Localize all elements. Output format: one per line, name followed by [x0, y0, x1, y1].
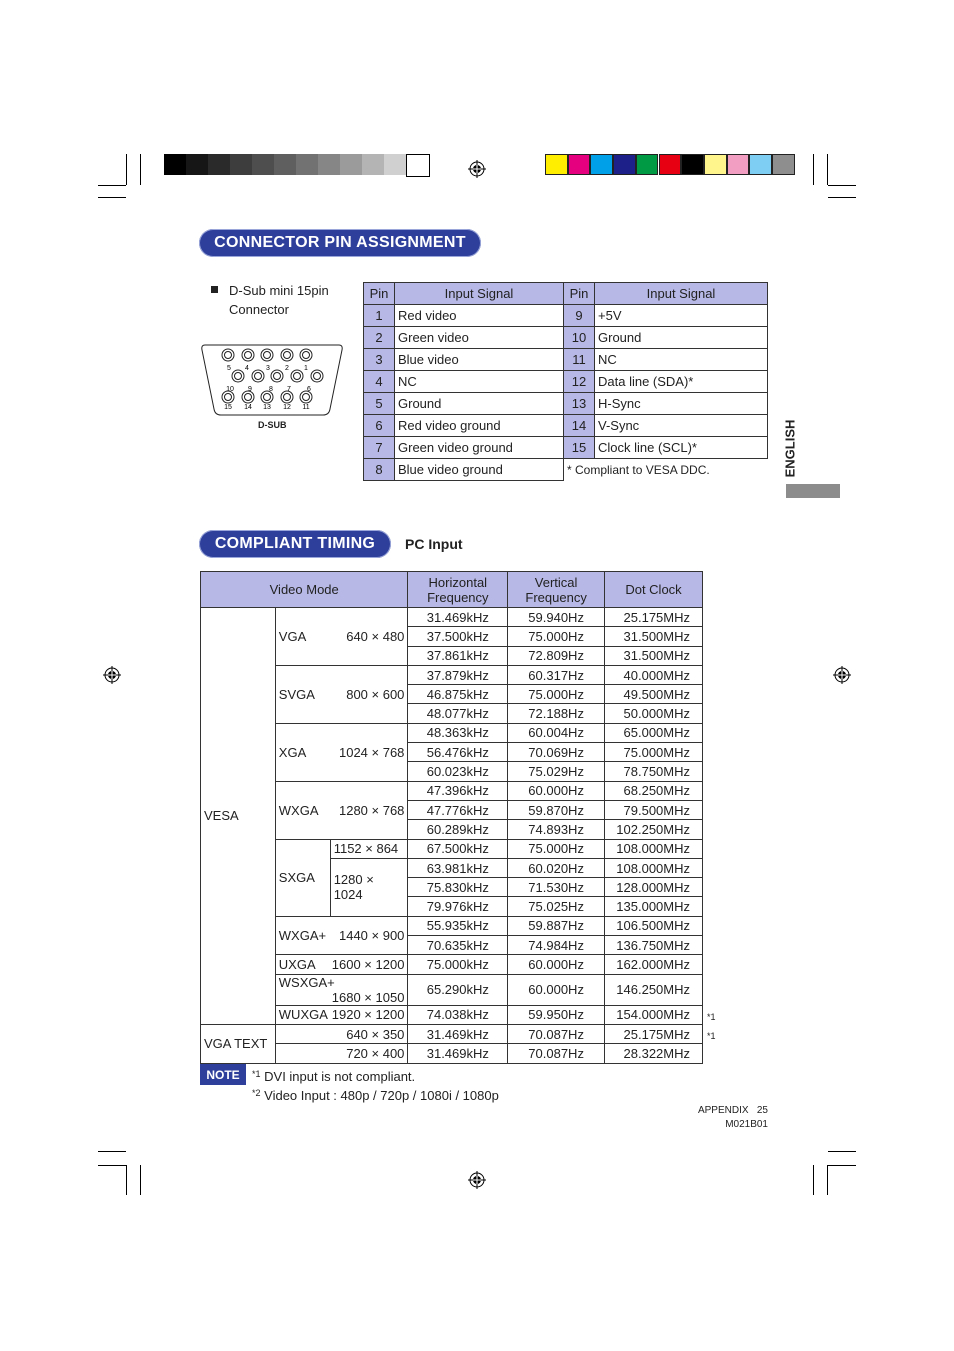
mode-name: WXGA+	[278, 928, 327, 944]
table-row	[364, 371, 768, 393]
vertical-frequency: 75.000Hz	[508, 839, 605, 858]
horizontal-frequency: 63.981kHz	[408, 858, 508, 877]
table-row	[364, 437, 768, 459]
color-swatch	[186, 154, 208, 175]
dot-clock: 31.500MHz	[605, 646, 703, 665]
header-pin: Pin	[364, 283, 395, 305]
dsub-pin-number: 15	[224, 404, 232, 411]
vertical-frequency: 75.025Hz	[508, 897, 605, 916]
horizontal-frequency: 46.875kHz	[408, 685, 508, 704]
dot-clock: 65.000MHz	[605, 723, 703, 742]
table-row	[201, 955, 703, 974]
pin-signal: Blue video	[395, 349, 564, 371]
pin-number: 5	[364, 393, 395, 415]
header-pin: Pin	[564, 283, 595, 305]
mode-name: SXGA	[275, 839, 330, 916]
vertical-frequency: 59.950Hz	[508, 1005, 605, 1024]
color-swatch	[636, 154, 659, 175]
video-mode-cell	[275, 955, 408, 974]
dot-clock: 108.000MHz	[605, 858, 703, 877]
crop-mark	[140, 1165, 141, 1195]
crop-mark	[827, 154, 828, 185]
dsub-pin-number: 8	[269, 386, 273, 393]
vertical-frequency: 60.317Hz	[508, 665, 605, 684]
registration-mark-icon	[103, 666, 121, 684]
dsub-pin-number: 7	[287, 386, 291, 393]
horizontal-frequency: 47.776kHz	[408, 800, 508, 819]
pin-number: 6	[364, 415, 395, 437]
dsub-pin-number: 6	[307, 386, 311, 393]
pin-signal: Green video ground	[395, 437, 564, 459]
mode-name: UXGA	[278, 956, 316, 972]
horizontal-frequency: 60.289kHz	[408, 820, 508, 839]
dot-clock: 108.000MHz	[605, 839, 703, 858]
vertical-frequency: 59.940Hz	[508, 608, 605, 627]
horizontal-frequency: 60.023kHz	[408, 762, 508, 781]
table-row	[201, 723, 703, 742]
horizontal-frequency: 48.077kHz	[408, 704, 508, 723]
dsub-pin-number: 9	[248, 386, 252, 393]
pin-signal: V-Sync	[595, 415, 768, 437]
mode-resolution: 1920 × 1200	[331, 1007, 405, 1023]
horizontal-frequency: 31.469kHz	[408, 608, 508, 627]
table-row	[364, 415, 768, 437]
dsub-pin-number: 5	[227, 365, 231, 372]
mode-resolution: 800 × 600	[346, 686, 405, 702]
pin-signal: Red video ground	[395, 415, 564, 437]
vertical-frequency: 70.069Hz	[508, 743, 605, 762]
dsub-pin-number: 14	[244, 404, 252, 411]
dsub-pin-number: 10	[226, 386, 234, 393]
horizontal-frequency: 31.469kHz	[408, 1044, 508, 1063]
table-row	[201, 916, 703, 935]
crop-mark	[126, 1165, 127, 1195]
mode-resolution: 1152 × 864	[330, 839, 408, 858]
table-row	[364, 305, 768, 327]
video-mode-cell	[275, 916, 408, 955]
pc-input-label: PC Input	[405, 536, 463, 552]
horizontal-frequency: 75.830kHz	[408, 878, 508, 897]
color-swatch	[252, 154, 274, 175]
horizontal-frequency: 48.363kHz	[408, 723, 508, 742]
color-swatch	[296, 154, 318, 175]
vertical-frequency: 60.020Hz	[508, 858, 605, 877]
dsub-pin-number: 1	[304, 365, 308, 372]
pin-signal: Red video	[395, 305, 564, 327]
registration-mark-icon	[833, 666, 851, 684]
color-swatch	[230, 154, 252, 175]
vertical-frequency: 60.000Hz	[508, 974, 605, 1005]
dot-clock: 31.500MHz	[605, 627, 703, 646]
mode-resolution: 1280 × 768	[338, 802, 405, 818]
pin-signal: Ground	[395, 393, 564, 415]
dot-clock: 50.000MHz	[605, 704, 703, 723]
horizontal-frequency: 55.935kHz	[408, 916, 508, 935]
pin-signal: Clock line (SCL)*	[595, 437, 768, 459]
crop-mark	[98, 197, 126, 198]
registration-mark-icon	[468, 160, 486, 178]
note-badge: NOTE	[200, 1064, 246, 1085]
row-note-mark: *1	[707, 1031, 716, 1041]
pin-number: 11	[564, 349, 595, 371]
dot-clock: 49.500MHz	[605, 685, 703, 704]
crop-mark	[827, 1165, 828, 1195]
color-swatch	[340, 154, 362, 175]
page-number: APPENDIX 25	[697, 1105, 768, 1116]
color-swatch	[318, 154, 340, 175]
dot-clock: 128.000MHz	[605, 878, 703, 897]
horizontal-frequency: 65.290kHz	[408, 974, 508, 1005]
color-swatch	[590, 154, 613, 175]
crop-mark	[828, 1165, 856, 1166]
note-text-1: DVI input is not compliant.	[264, 1069, 416, 1084]
mode-resolution: 640 × 350	[275, 1024, 408, 1043]
pin-signal: H-Sync	[595, 393, 768, 415]
pin-signal: NC	[395, 371, 564, 393]
dot-clock: 146.250MHz	[605, 974, 703, 1005]
vertical-frequency: 59.870Hz	[508, 800, 605, 819]
pin-assignment-table	[363, 282, 768, 481]
dot-clock: 102.250MHz	[605, 820, 703, 839]
row-note-mark: *1	[707, 1012, 716, 1022]
dot-clock: 40.000MHz	[605, 665, 703, 684]
crop-mark	[828, 185, 856, 186]
color-swatch	[362, 154, 384, 175]
mode-resolution: 1280 × 1024	[330, 858, 408, 916]
vertical-frequency: 72.809Hz	[508, 646, 605, 665]
table-row	[201, 1044, 703, 1063]
table-header-row	[364, 283, 768, 305]
table-row	[201, 781, 703, 800]
color-swatch	[749, 154, 772, 175]
vertical-frequency: 72.188Hz	[508, 704, 605, 723]
table-row	[201, 974, 703, 1005]
pin-table-footnote: * Compliant to VESA DDC.	[564, 459, 768, 481]
table-row	[364, 327, 768, 349]
table-row	[201, 1005, 703, 1024]
video-mode-cell	[275, 608, 408, 666]
vga-text-label: VGA TEXT	[201, 1024, 276, 1063]
table-row	[201, 839, 703, 858]
video-mode-cell	[275, 723, 408, 781]
horizontal-frequency: 47.396kHz	[408, 781, 508, 800]
dsub-pin-number: 13	[263, 404, 271, 411]
video-mode-cell	[275, 974, 408, 1005]
color-swatch	[727, 154, 750, 175]
pin-number: 8	[364, 459, 395, 481]
dot-clock: 136.750MHz	[605, 936, 703, 955]
pin-number: 10	[564, 327, 595, 349]
note-mark-1: *1	[252, 1069, 261, 1079]
document-code: M021B01	[725, 1119, 768, 1130]
table-row	[364, 349, 768, 371]
mode-resolution: 640 × 480	[346, 628, 405, 644]
side-tab-english: ENGLISH	[782, 419, 798, 477]
dot-clock: 25.175MHz	[605, 608, 703, 627]
mode-name: WXGA	[278, 802, 319, 818]
vertical-frequency: 71.530Hz	[508, 878, 605, 897]
crop-mark	[828, 1151, 856, 1152]
vertical-frequency: 74.984Hz	[508, 936, 605, 955]
note-mark-2: *2	[252, 1088, 261, 1098]
dot-clock: 79.500MHz	[605, 800, 703, 819]
connector-caption-line2: Connector	[229, 302, 289, 317]
horizontal-frequency: 67.500kHz	[408, 839, 508, 858]
vertical-frequency: 70.087Hz	[508, 1024, 605, 1043]
pin-number: 14	[564, 415, 595, 437]
horizontal-frequency: 75.000kHz	[408, 955, 508, 974]
video-mode-cell	[275, 781, 408, 839]
dsub-pin-number: 3	[266, 365, 270, 372]
pin-number: 4	[364, 371, 395, 393]
vertical-frequency: 75.029Hz	[508, 762, 605, 781]
dsub-pin-number: 12	[283, 404, 291, 411]
pin-number: 2	[364, 327, 395, 349]
horizontal-frequency: 37.879kHz	[408, 665, 508, 684]
crop-mark	[140, 154, 141, 185]
color-swatch	[545, 154, 568, 175]
pin-number: 15	[564, 437, 595, 459]
header-video-mode: Video Mode	[201, 572, 408, 608]
dot-clock: 106.500MHz	[605, 916, 703, 935]
crop-mark	[813, 1165, 814, 1195]
crop-mark	[126, 154, 127, 185]
header-dot-clock: Dot Clock	[605, 572, 703, 608]
horizontal-frequency: 70.635kHz	[408, 936, 508, 955]
pin-signal: NC	[595, 349, 768, 371]
color-swatch	[704, 154, 727, 175]
dot-clock: 25.175MHz	[605, 1024, 703, 1043]
mode-name: SVGA	[278, 686, 315, 702]
color-swatch	[406, 154, 430, 177]
crop-mark	[828, 197, 856, 198]
dsub-pin-number: 11	[302, 404, 310, 411]
dsub-label: D-SUB	[258, 420, 287, 430]
horizontal-frequency: 31.469kHz	[408, 1024, 508, 1043]
table-row	[201, 1024, 703, 1043]
horizontal-frequency: 56.476kHz	[408, 743, 508, 762]
color-swatch	[613, 154, 636, 175]
vertical-frequency: 75.000Hz	[508, 627, 605, 646]
crop-mark	[98, 185, 126, 186]
pin-number: 13	[564, 393, 595, 415]
vesa-label: VESA	[201, 608, 276, 1025]
pin-number: 1	[364, 305, 395, 327]
pin-signal: Green video	[395, 327, 564, 349]
dot-clock: 68.250MHz	[605, 781, 703, 800]
pin-signal: Ground	[595, 327, 768, 349]
pin-number: 9	[564, 305, 595, 327]
dot-clock: 78.750MHz	[605, 762, 703, 781]
mode-resolution: 1600 × 1200	[331, 956, 405, 972]
mode-resolution: 1024 × 768	[338, 744, 405, 760]
horizontal-frequency: 37.500kHz	[408, 627, 508, 646]
vertical-frequency: 60.000Hz	[508, 781, 605, 800]
video-mode-cell	[275, 665, 408, 723]
table-row	[201, 608, 703, 627]
table-row	[201, 665, 703, 684]
pin-signal: Blue video ground	[395, 459, 564, 481]
header-horizontal-frequency: Horizontal Frequency	[408, 572, 508, 608]
connector-caption-line1: D-Sub mini 15pin	[229, 283, 329, 298]
timing-table	[200, 571, 703, 1064]
vertical-frequency: 60.000Hz	[508, 955, 605, 974]
note-text-2: Video Input : 480p / 720p / 1080i / 1080p	[264, 1088, 499, 1103]
color-swatch	[772, 154, 795, 175]
mode-resolution: 1440 × 900	[338, 928, 405, 944]
note-line-2	[252, 1088, 499, 1103]
crop-mark	[98, 1151, 126, 1152]
header-input-signal: Input Signal	[395, 283, 564, 305]
side-tab-marker	[786, 484, 840, 498]
color-swatch	[681, 154, 704, 175]
mode-name: XGA	[278, 744, 307, 760]
video-mode-cell	[275, 1005, 408, 1024]
pin-number: 12	[564, 371, 595, 393]
vertical-frequency: 60.004Hz	[508, 723, 605, 742]
color-swatch	[164, 154, 186, 175]
crop-mark	[813, 154, 814, 185]
mode-name: WUXGA	[278, 1007, 328, 1023]
header-vertical-frequency: Vertical Frequency	[508, 572, 605, 608]
horizontal-frequency: 37.861kHz	[408, 646, 508, 665]
dot-clock: 154.000MHz	[605, 1005, 703, 1024]
bullet-icon	[211, 286, 218, 293]
color-swatch	[659, 154, 682, 175]
dot-clock: 162.000MHz	[605, 955, 703, 974]
table-row	[364, 459, 768, 481]
dot-clock: 28.322MHz	[605, 1044, 703, 1063]
header-input-signal: Input Signal	[595, 283, 768, 305]
section-title-timing: COMPLIANT TIMING	[199, 530, 391, 558]
vertical-frequency: 70.087Hz	[508, 1044, 605, 1063]
dsub-pin-number: 2	[285, 365, 289, 372]
mode-name: VGA	[278, 628, 307, 644]
mode-resolution: 1680 × 1050	[331, 989, 405, 1005]
table-row	[364, 393, 768, 415]
pin-number: 7	[364, 437, 395, 459]
mode-resolution: 720 × 400	[275, 1044, 408, 1063]
pin-signal: +5V	[595, 305, 768, 327]
vertical-frequency: 59.887Hz	[508, 916, 605, 935]
mode-name: WSXGA+	[278, 974, 335, 990]
registration-mark-icon	[468, 1171, 486, 1189]
dsub-pin-number: 4	[245, 365, 249, 372]
horizontal-frequency: 79.976kHz	[408, 897, 508, 916]
section-title-connector: CONNECTOR PIN ASSIGNMENT	[199, 229, 481, 257]
color-swatch	[384, 154, 406, 175]
color-swatch	[274, 154, 296, 175]
note-line-1	[252, 1069, 415, 1084]
dot-clock: 135.000MHz	[605, 897, 703, 916]
pin-signal: Data line (SDA)*	[595, 371, 768, 393]
dot-clock: 75.000MHz	[605, 743, 703, 762]
horizontal-frequency: 74.038kHz	[408, 1005, 508, 1024]
pin-number: 3	[364, 349, 395, 371]
color-swatch	[568, 154, 591, 175]
crop-mark	[98, 1165, 126, 1166]
vertical-frequency: 74.893Hz	[508, 820, 605, 839]
color-swatch	[208, 154, 230, 175]
vertical-frequency: 75.000Hz	[508, 685, 605, 704]
